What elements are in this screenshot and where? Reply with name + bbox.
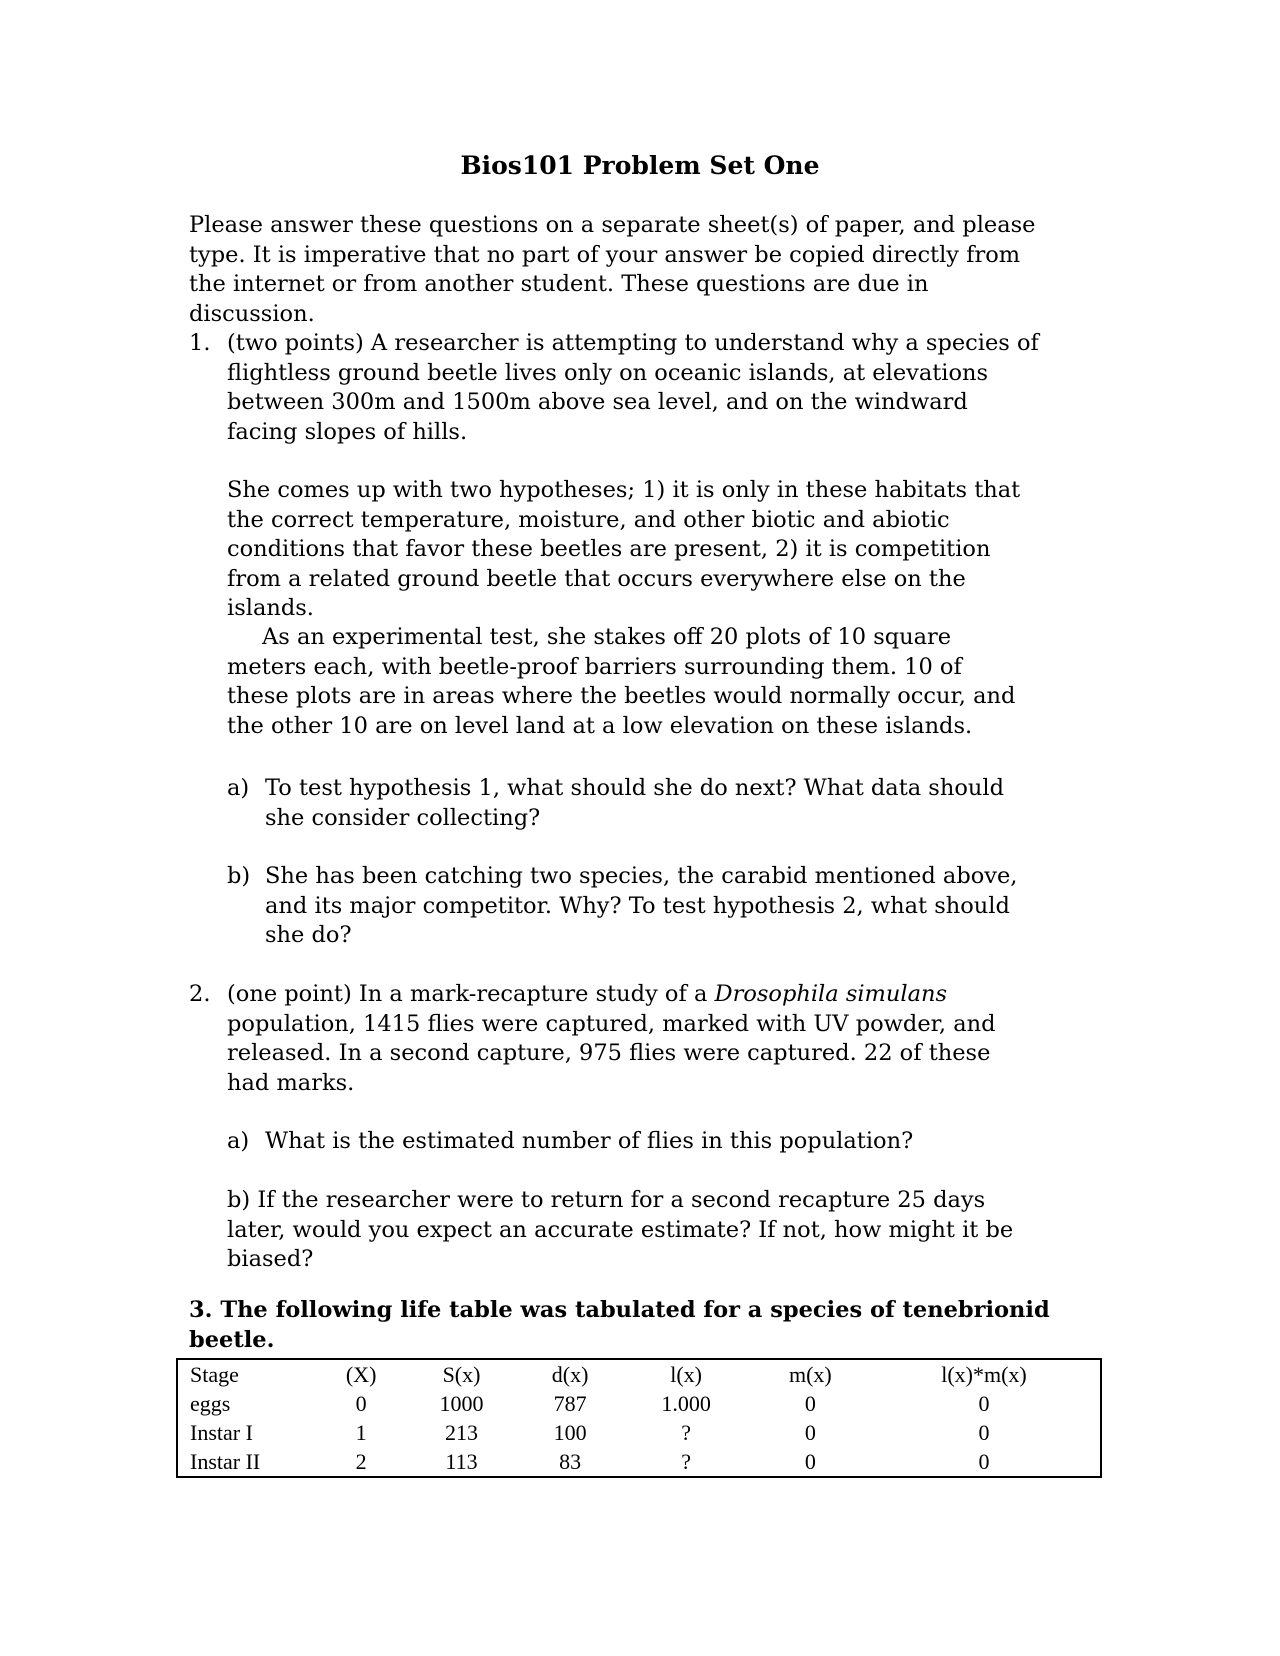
q2-line: population, 1415 flies were captured, marked with UV powder, and [227, 1010, 996, 1037]
table-cell: 0 [804, 1420, 816, 1445]
q1a-line: she consider collecting? [265, 804, 541, 831]
q1-para3-line: meters each, with beetle-proof barriers surrounding them. 10 of [227, 653, 962, 680]
table-cell: 113 [445, 1449, 478, 1474]
q1-line: facing slopes of hills. [227, 418, 468, 445]
q2b-line: b) If the researcher were to return for a second recapture 25 days [227, 1187, 986, 1213]
q1-experiment-paragraph [227, 623, 1015, 741]
q1b-text [265, 862, 1017, 951]
q1-line: flightless ground beetle lives only on oceanic islands, at elevations [227, 359, 989, 386]
table-cell: Instar II [190, 1449, 261, 1474]
table-cell: 1 [355, 1420, 367, 1445]
q2b-line: later, would you expect an accurate estimate? If not, how might it be [227, 1216, 1014, 1243]
q1b-line: she do? [265, 922, 352, 948]
q1-line: (two points) A researcher is attempting to understand why a species of [227, 330, 1039, 356]
q3-heading-line: 3. The following life table was tabulated for a species of tenebrionid [189, 1297, 1050, 1323]
table-header-cell: S(x) [442, 1362, 481, 1387]
species-name: Drosophila simulans [714, 981, 948, 1007]
intro-line: the internet or from another student. These questions are due in [189, 271, 929, 297]
q2a-text: What is the estimated number of flies in this population? [265, 1128, 914, 1154]
intro-line: type. It is imperative that no part of your answer be copied directly from [189, 241, 1021, 268]
q1-para2-line: conditions that favor these beetles are present, 2) it is competition [227, 536, 991, 562]
q1-para2-line: islands. [227, 595, 314, 621]
q1b-line: She has been catching two species, the carabid mentioned above, [265, 863, 1018, 889]
q1b-line: and its major competitor. Why? To test hypothesis 2, what should [265, 892, 1010, 919]
table-cell: ? [681, 1420, 691, 1445]
table-cell: 0 [978, 1449, 990, 1474]
table-row [177, 1389, 1101, 1418]
table-header-cell: l(x) [670, 1362, 702, 1387]
table-cell: 0 [978, 1391, 990, 1416]
q2a-marker: a) [227, 1128, 250, 1154]
q3-heading-line: beetle. [189, 1326, 275, 1353]
q1-para2-line: from a related ground beetle that occurs everywhere else on the [227, 565, 966, 592]
q3-heading [189, 1296, 1050, 1355]
intro-line: Please answer these questions on a separate sheet(s) of paper, and please [189, 212, 1036, 238]
table-cell: 1000 [439, 1391, 484, 1416]
intro-line: discussion. [189, 300, 315, 327]
q1a-text [265, 774, 1004, 833]
q2-line: had marks. [227, 1069, 355, 1096]
q2b-line: biased? [227, 1246, 314, 1272]
table-row [177, 1418, 1101, 1447]
q1-para2-line: She comes up with two hypotheses; 1) it is only in these habitats that [227, 477, 1021, 503]
table-cell: ? [681, 1449, 691, 1474]
table-cell: eggs [190, 1391, 231, 1416]
table-cell: 0 [804, 1449, 816, 1474]
table-cell: 787 [553, 1391, 587, 1416]
q2-first-line [227, 980, 996, 1010]
table-cell: 213 [445, 1420, 478, 1445]
q1-intro [227, 329, 1039, 447]
table-row [177, 1447, 1101, 1477]
table-cell: 1.000 [661, 1391, 711, 1416]
q1-number: 1. [189, 330, 211, 356]
table-header-cell: d(x) [551, 1362, 589, 1387]
q1a-line: To test hypothesis 1, what should she do next? What data should [265, 775, 1004, 801]
q2-line: released. In a second capture, 975 flies were captured. 22 of these [227, 1040, 991, 1066]
table-cell: 100 [553, 1420, 587, 1445]
q1-para3-line: the other 10 are on level land at a low elevation on these islands. [227, 712, 973, 739]
life-table [176, 1358, 1102, 1478]
q1a-marker: a) [227, 775, 250, 801]
table-cell: 0 [978, 1420, 990, 1445]
table-cell: 83 [559, 1449, 582, 1474]
q1-hypotheses-paragraph [227, 476, 1020, 624]
q2-text [227, 980, 996, 1098]
q1-para2-line: the correct temperature, moisture, and other biotic and abiotic [227, 506, 950, 533]
table-cell: 0 [804, 1391, 816, 1416]
table-cell: Instar I [190, 1420, 253, 1445]
table-header-cell: m(x) [788, 1362, 832, 1387]
q2-number: 2. [189, 981, 211, 1007]
table-cell: 2 [355, 1449, 367, 1474]
intro-paragraph [189, 211, 1036, 329]
table-header-cell: l(x)*m(x) [941, 1362, 1027, 1387]
q1-para3-line: As an experimental test, she stakes off 20 plots of 10 square [262, 624, 952, 650]
q1-para3-line: these plots are in areas where the beetles would normally occur, and [227, 683, 1016, 709]
table-header-row [177, 1359, 1101, 1389]
table-header-cell: Stage [190, 1362, 239, 1387]
table-cell: 0 [355, 1391, 367, 1416]
q2-line1-text: (one point) In a mark-recapture study of a [227, 981, 715, 1007]
table-header-cell: (X) [345, 1362, 377, 1387]
q2b-text [227, 1186, 1013, 1275]
q1b-marker: b) [227, 863, 251, 889]
page-title: Bios101 Problem Set One [460, 151, 820, 180]
q1-line: between 300m and 1500m above sea level, and on the windward [227, 389, 968, 415]
